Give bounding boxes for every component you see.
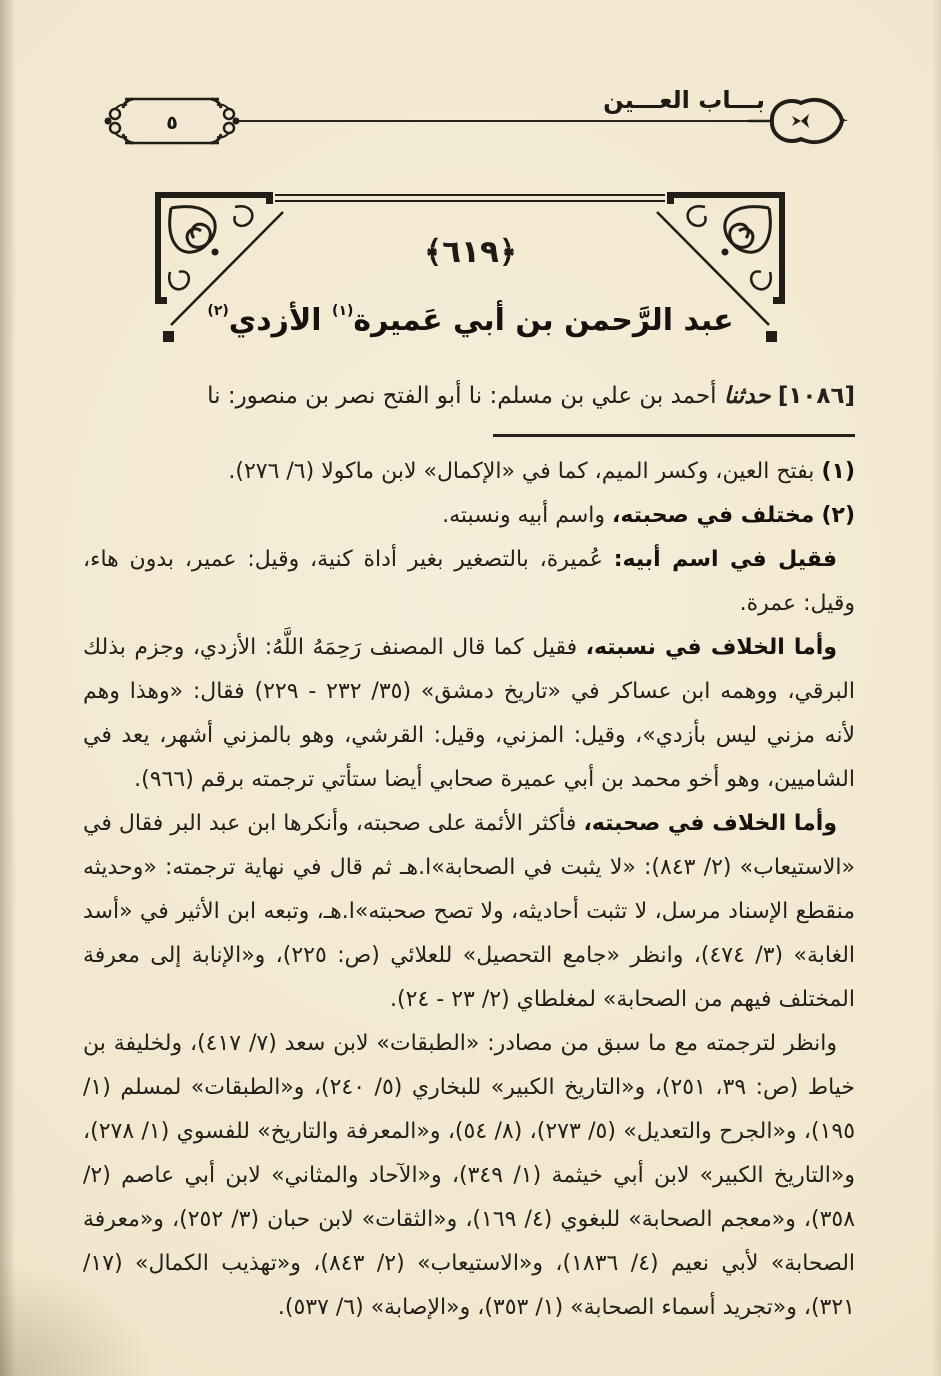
header-fleuron-icon <box>748 92 848 150</box>
hadith-ref-number: [١٠٨٦] <box>777 383 855 409</box>
footnote-ref-2: (٢) <box>207 303 229 319</box>
footnote-ref-1: (١) <box>332 303 354 319</box>
paragraph-lead: وأما الخلاف في نسبته، <box>585 635 837 660</box>
page-number-cartouche <box>103 90 241 152</box>
footnote-1-text: بفتح العين، وكسر الميم، كما في «الإكمال» لابن ماكولا (٦/ ٢٧٦). <box>228 459 815 484</box>
cartouche-left-rosette <box>105 105 128 138</box>
chapter-title: بـــاب العـــين <box>603 86 765 114</box>
paragraph-text: فأكثر الأئمة على صحبته، وأنكرها ابن عبد البر فقال في «الاستيعاب» (٢/ ٨٤٣): «لا يثبت في الصحابة»ا.هـ ثم قال في نهاية ترجمته: «وحديثه منقطع الإسناد مرسل، لا تثبت أحاديثه، ولا تصح صحبته»ا.هـ، وتبعه ابن الأثير في «أسد الغابة» (٣/ ٤٧٤)، وانظر «جامع التحصيل» للعلائي (ص: ٢٢٥)، و«الإنابة إلى معرفة المختلف فيهم من الصحابة» لمغلطاي (٢/ ٢٣ - ٢٤). <box>83 811 856 1012</box>
paragraph-text: فقيل كما قال المصنف رَحِمَهُ اللَّهُ: الأزدي، وجزم بذلك البرقي، ووهمه ابن عساكر في «تاريخ دمشق» (٣٥/ ٢٣٢ - ٢٢٩) فقال: «وهذا وهم لأنه مزني ليس بأزدي»، وقيل: المزني، وقيل: القرشي، وهو بالمزني أشهر، يعد في الشاميين، وهو أخو محمد بن أبي عميرة صحابي أيضا ستأتي ترجمته برقم (٩٦٦). <box>83 635 855 792</box>
footnote-2-marker: (٢) <box>821 503 855 528</box>
entry-title <box>0 303 941 338</box>
entry-number: ﴿٦١٩﴾ <box>423 234 518 270</box>
cartouche-right-rosette <box>217 105 240 138</box>
footnote-separator <box>493 434 855 437</box>
footnote-2-paragraph-suhba-dispute <box>83 802 855 1022</box>
paragraph-text: عُميرة، بالتصغير بغير أداة كنية، وقيل: عمير، بدون هاء، وقيل: عمرة. <box>83 547 855 616</box>
footnote-2-paragraph-father-name <box>83 538 855 626</box>
footnote-1-marker: (١) <box>821 459 855 484</box>
paragraph-text: وانظر لترجمته مع ما سبق من مصادر: «الطبقات» لابن سعد (٧/ ٤١٧)، ولخليفة بن خياط (ص: ٣٩، ٢٥١)، و«التاريخ الكبير» للبخاري (٥/ ٢٤٠)، و«الطبقات» لمسلم (١/ ١٩٥)، و«الجرح والتعديل» (٥/ ٢٧٣)، (٨/ ٥٤)، و«المعرفة والتاريخ» للفسوي (١/ ٢٧٨)، و«التاريخ الكبير» لابن أبي خيثمة (١/ ٣٤٩)، و«الآحاد والمثاني» لابن أبي عاصم (٢/ ٣٥٨)، و«معجم الصحابة» للبغوي (٤/ ١٦٩)، و«الثقات» لابن حبان (٣/ ٢٥٢)، و«معرفة الصحابة» لأبي نعيم (٤/ ١٨٣٦)، و«الاستيعاب» (٢/ ٨٤٣)، و«تهذيب الكمال» (١٧/ ٣٢١)، و«تجريد أسماء الصحابة» (١/ ٣٥٣)، و«الإصابة» (٦/ ٥٣٧). <box>83 1031 856 1320</box>
paragraph-lead: وأما الخلاف في صحبته، <box>583 811 837 836</box>
entry-title-name: عبد الرَّحمن بن أبي عَميرة <box>353 303 734 338</box>
footnote-2 <box>83 494 855 538</box>
hadith-opener-word: حدثنا <box>723 383 771 409</box>
header-rule <box>238 120 758 122</box>
footnote-2-text: واسم أبيه ونسبته. <box>442 503 613 528</box>
hadith-isnad: أحمد بن علي بن مسلم: نا أبو الفتح نصر بن منصور: نا <box>207 383 717 409</box>
entry-title-nisba: الأزدي <box>228 303 322 338</box>
page-number: ٥ <box>166 112 178 134</box>
hadith-line <box>83 376 855 416</box>
paragraph-lead: فقيل في اسم أبيه: <box>613 547 837 572</box>
footnote-2-paragraph-sources <box>83 1022 855 1330</box>
footnote-2-lead: مختلف في صحبته، <box>612 503 815 528</box>
footnote-2-paragraph-nisba-dispute <box>83 626 855 802</box>
footnotes-section <box>83 450 855 1330</box>
footnote-1 <box>83 450 855 494</box>
